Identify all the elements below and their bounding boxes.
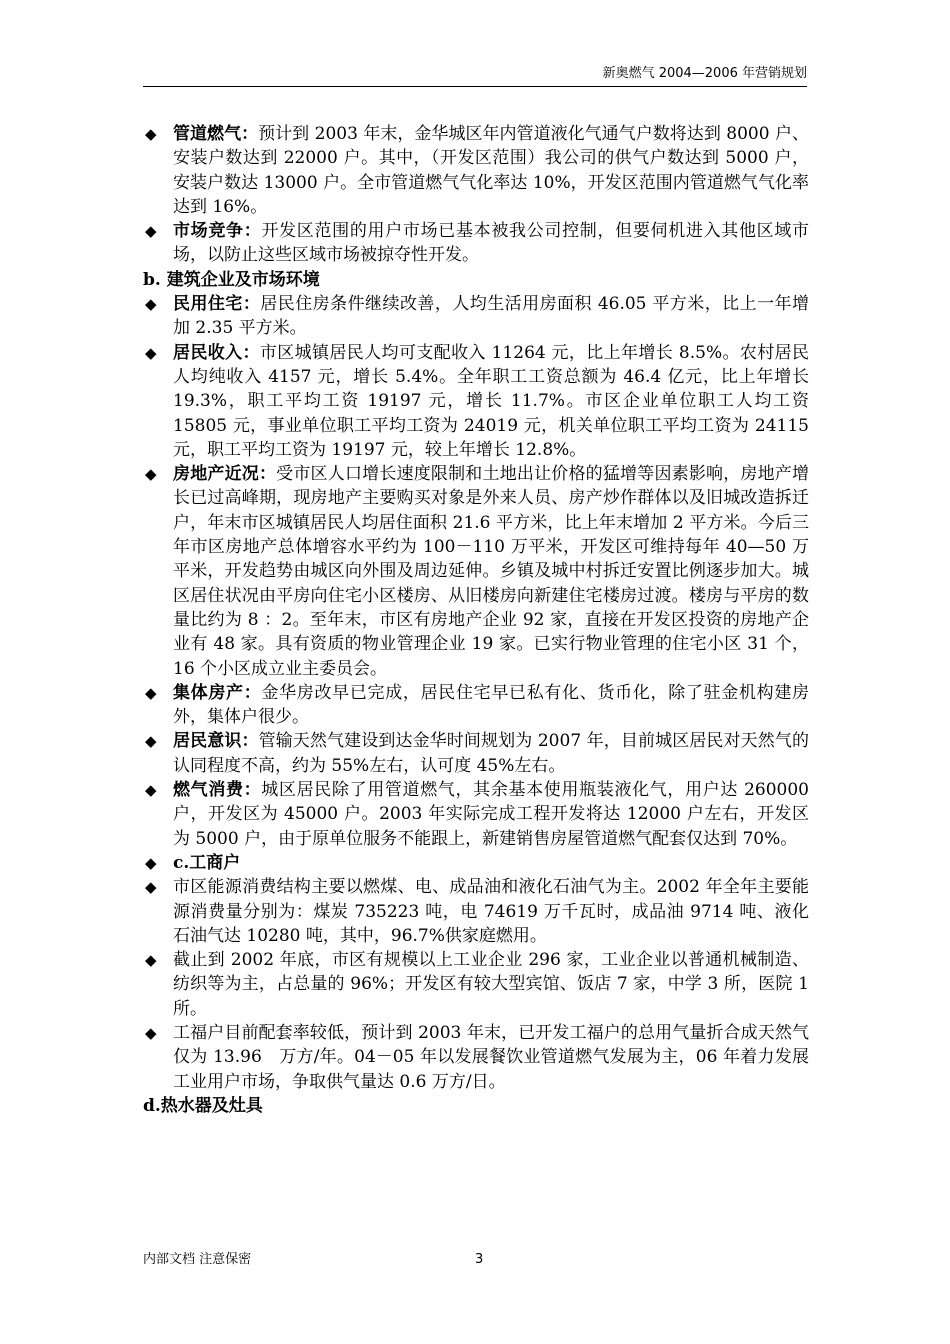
diamond-bullet-icon: ◆ <box>145 878 157 897</box>
diamond-bullet-icon: ◆ <box>145 781 157 800</box>
bullet-text: 市区城镇居民人均可支配收入 11264 元，比上年增长 8.5%。农村居民人均纯收入 4157 元，增长 5.4%。全年职工工资总额为 46.4 亿元，比上年增长 19.3%，职工平均工资 19197 元，增长 11.7%。市区企业单位职工人均工资 15805 元，事业单位职工平均工资为 24019 元，机关单位职工平均工资为 24115 元，职工平均工资为 19197 元，较上年增长 12.8%。 <box>173 342 810 460</box>
diamond-bullet-icon: ◆ <box>145 732 157 751</box>
bullet-item <box>143 729 809 778</box>
bullet-lead: 民用住宅： <box>173 294 261 315</box>
bullet-text: 金华房改早已完成，居民住宅早已私有化、货币化，除了驻金机构建房外，集体户很少。 <box>173 682 810 728</box>
diamond-bullet-icon: ◆ <box>145 683 157 702</box>
bullet-lead: 房地产近况： <box>173 464 277 485</box>
bullet-text: 市区能源消费结构主要以燃煤、电、成品油和液化石油气为主。2002 年全年主要能源消费量分别为：煤炭 735223 吨，电 74619 万千瓦时，成品油 9714 吨、液化石油气达 10280 吨，其中，96.7%供家庭燃用。 <box>173 877 809 946</box>
bullet-text: 城区居民除了用管道燃气，其余基本使用瓶装液化气，用户达 260000 户，开发区为 45000 户。2003 年实际完成工程开发将达 12000 户左右，开发区为 5000 户，由于原单位服务不能跟上，新建销售房屋管道燃气配套仅达到 70%。 <box>173 780 809 849</box>
diamond-bullet-icon: ◆ <box>145 465 157 484</box>
bullet-item <box>143 219 809 268</box>
bullet-item <box>143 875 809 948</box>
document-body <box>143 122 809 1118</box>
diamond-bullet-icon: ◆ <box>145 222 157 241</box>
bullet-lead: 燃气消费： <box>173 780 262 801</box>
bullet-lead: 集体房产： <box>173 682 262 703</box>
bullet-item <box>143 778 809 851</box>
bullet-lead: 居民意识： <box>173 731 259 752</box>
section-heading: b. 建筑企业及市场环境 <box>143 269 320 290</box>
bullet-text: 开发区范围的用户市场已基本被我公司控制，但要伺机进入其他区域市场，以防止这些区域市场被掠夺性开发。 <box>173 221 810 266</box>
header-rule <box>143 86 807 87</box>
diamond-bullet-icon: ◆ <box>145 951 157 970</box>
bullet-item <box>143 851 809 875</box>
diamond-bullet-icon: ◆ <box>145 1023 157 1042</box>
bullet-text: 管输天然气建设到达金华时间规划为 2007 年，目前城区居民对天然气的认同程度不高，约为 55%左右，认可度 45%左右。 <box>173 731 809 776</box>
page-header <box>143 66 807 82</box>
diamond-bullet-icon: ◆ <box>145 343 157 362</box>
bullet-item <box>143 122 809 219</box>
diamond-bullet-icon: ◆ <box>145 295 157 314</box>
bullet-text: 预计到 2003 年末，金华城区年内管道液化气通气户数将达到 8000 户、安装户数达到 22000 户。其中，（开发区范围）我公司的供气户数达到 5000 户，安装户数达 13000 户。全市管道燃气气化率达 10%，开发区范围内管道燃气气化率达到 16%。 <box>173 124 809 217</box>
bullet-lead: c.工商户 <box>173 852 241 873</box>
diamond-bullet-icon: ◆ <box>145 853 157 872</box>
bullet-item <box>143 292 809 341</box>
bullet-text: 居民住房条件继续改善，人均生活用房面积 46.05 平方米，比上一年增加 2.35 平方米。 <box>173 294 810 339</box>
bullet-text: 截止到 2002 年底，市区有规模以上工业企业 296 家，工业企业以普通机械制造、纺织等为主，占总量的 96%；开发区有较大型宾馆、饭店 7 家，中学 3 所，医院 1 所。 <box>173 950 809 1019</box>
bullet-text: 受市区人口增长速度限制和土地出让价格的猛增等因素影响，房地产增长已过高峰期，现房地产主要购买对象是外来人员、房产炒作群体以及旧城改造拆迁户，年末市区城镇居民人均居住面积 21.6 平方米，比上年末增加 2 平方米。今后三年市区房地产总体增容水平约为 100－110 万平米，开发区可维持每年 40—50 万平米，开发趋势由城区向外围及周边延伸。乡镇及城中村拆迁安置比例逐步加大。城区居住状况由平房向住宅小区楼房、从旧楼房向新建住宅楼房过渡。楼房与平房的数量比约为 8 ：2。至年末，市区有房地产企业 92 家，直接在开发区投资的房地产企业有 48 家。具有资质的物业管理企业 19 家。已实行物业管理的住宅小区 31 个，16 个小区成立业主委员会。 <box>173 464 810 679</box>
bullet-item <box>143 1021 809 1094</box>
footer-confidential-note: 内部文档 注意保密 <box>143 1252 252 1267</box>
page-number: 3 <box>475 1252 484 1267</box>
bullet-text: 工福户目前配套率较低，预计到 2003 年末，已开发工福户的总用气量折合成天然气仅为 13.96 万方/年。04－05 年以发展餐饮业管道燃气发展为主，06 年着力发展工业用户市场，争取供气量达 0.6 万方/日。 <box>173 1022 809 1092</box>
bullet-item <box>143 681 809 730</box>
bullet-item <box>143 462 809 681</box>
section-heading: d.热水器及灶具 <box>143 1095 263 1116</box>
bullet-lead: 管道燃气： <box>173 124 259 144</box>
bullet-item <box>143 948 809 1021</box>
diamond-bullet-icon: ◆ <box>145 125 157 143</box>
bullet-lead: 居民收入： <box>173 342 260 363</box>
header-title: 新奥燃气 2004—2006 年营销规划 <box>602 66 807 81</box>
bullet-lead: 市场竞争： <box>173 221 262 242</box>
bullet-item <box>143 341 809 462</box>
